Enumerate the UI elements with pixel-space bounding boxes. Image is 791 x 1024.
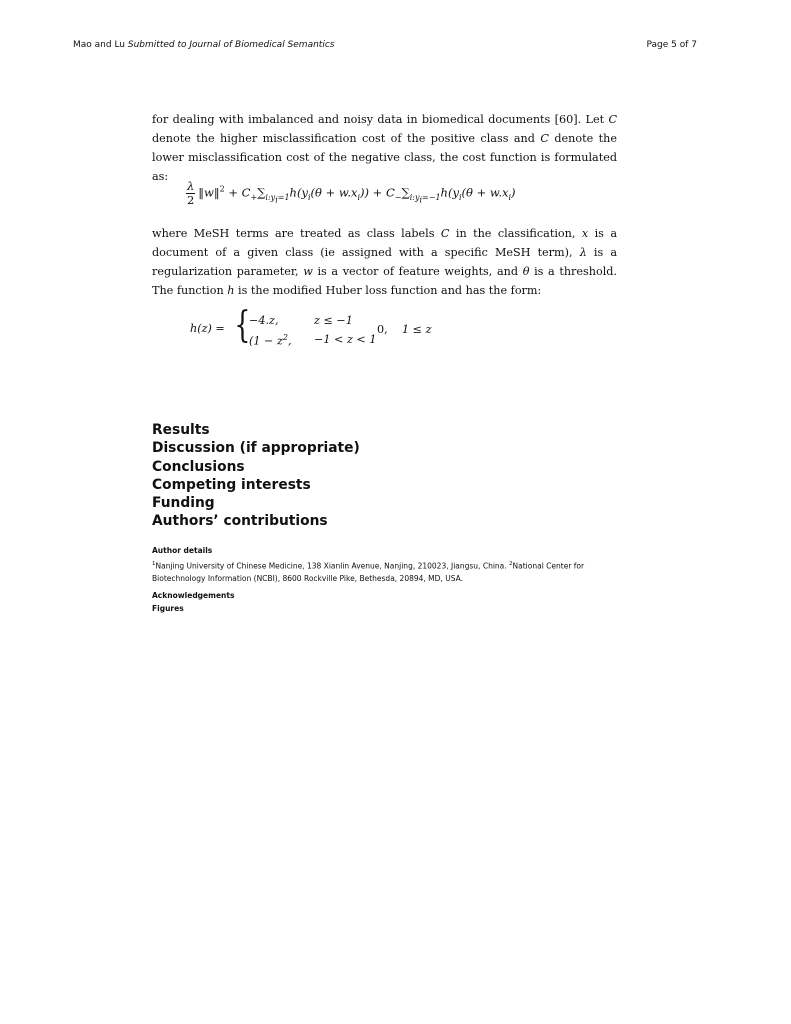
subscript: i	[307, 192, 311, 202]
text-fragment: is a regularization parameter,	[152, 246, 618, 278]
author-affiliations	[152, 558, 622, 585]
math-fragment: )	[511, 185, 516, 200]
subscript: i	[508, 192, 512, 202]
affiliation-marker: 2	[509, 561, 513, 567]
sub-fragment: i:y	[265, 192, 276, 202]
sum-symbol: ∑	[257, 185, 266, 200]
case3-condition: 1 ≤ z	[402, 323, 432, 336]
heading-funding: Funding	[152, 495, 215, 512]
header-journal: Submitted to Journal of Biomedical Semantics	[127, 40, 335, 50]
norm-term: ‖w‖	[198, 185, 220, 200]
math-fragment: (1 − z	[249, 334, 283, 348]
case1-expression: −4.z,	[249, 314, 279, 327]
text-fragment: denote the lower misclassification cost of the negative class, the cost function is formulated as:	[152, 132, 617, 183]
case3-expression: 0,	[377, 323, 388, 336]
text-fragment: is a vector of feature weights, and	[312, 265, 523, 278]
subscript: i	[458, 192, 462, 202]
math-fragment: ,	[287, 334, 292, 348]
affiliation-1: Nanjing University of Chinese Medicine, 138 Xianlin Avenue, Nanjing, 210023, Jiangsu, China.	[155, 561, 510, 571]
subscript: +	[250, 192, 258, 202]
header-authors: Mao and Lu	[73, 40, 126, 50]
heading-discussion: Discussion (if appropriate)	[152, 440, 360, 457]
acknowledgements-title: Acknowledgements	[152, 591, 235, 600]
frac-denominator: 2	[186, 193, 195, 207]
sum-symbol: ∑	[401, 185, 410, 200]
text-fragment: denote the higher misclassification cost of the positive class and	[152, 132, 541, 145]
heading-conclusions: Conclusions	[152, 458, 245, 475]
text-fragment: is a document of a given class (ie assigned with a specific MeSH term),	[152, 227, 617, 259]
subscript: i	[357, 192, 361, 202]
math-fragment: h(y	[289, 185, 308, 200]
math-var: x	[581, 227, 589, 240]
math-var: λ	[579, 246, 587, 259]
frac-numerator: λ	[187, 179, 195, 193]
sub-fragment: i	[275, 195, 278, 205]
math-fragment: + C	[224, 185, 251, 200]
page-number: Page 5 of 7	[646, 40, 697, 50]
exponent: 2	[282, 333, 288, 342]
affiliation-marker: 1	[152, 561, 156, 567]
math-var: θ	[522, 265, 530, 278]
lambda-over-two	[186, 180, 195, 207]
math-var: C	[608, 113, 617, 126]
sub-fragment: i:y	[409, 192, 420, 202]
math-var: h	[227, 284, 235, 297]
sub-fragment: =−1	[422, 192, 441, 202]
heading-competing-interests: Competing interests	[152, 476, 311, 493]
text-fragment: in the classification,	[449, 227, 582, 240]
math-fragment: h(y	[440, 185, 459, 200]
section-headings	[152, 421, 360, 531]
exponent: 2	[219, 184, 225, 194]
equation-lhs: h(z) =	[190, 322, 225, 335]
sub-fragment: i	[419, 195, 423, 205]
heading-results: Results	[152, 422, 210, 438]
math-var: C	[440, 227, 450, 240]
paragraph-definitions	[152, 224, 617, 300]
text-fragment: is the modified Huber loss function and has the form:	[234, 284, 542, 297]
cost-function-equation	[186, 180, 516, 207]
paragraph-cost-intro	[152, 110, 617, 186]
math-fragment: (θ + w.x	[461, 185, 509, 200]
sub-fragment: =1	[277, 192, 290, 202]
running-header	[73, 40, 334, 50]
math-fragment: )) + C	[360, 185, 395, 200]
figures-title: Figures	[152, 604, 184, 613]
case1-condition: z ≤ −1	[314, 314, 353, 327]
sum-subscript	[265, 192, 290, 205]
text-fragment: for dealing with imbalanced and noisy data in biomedical documents [60]. Let	[152, 113, 609, 126]
subscript: −	[394, 192, 402, 202]
sum-subscript	[409, 192, 441, 205]
math-var: C	[540, 132, 549, 145]
math-fragment: (θ + w.x	[310, 185, 358, 200]
text-fragment: where MeSH terms are treated as class labels	[152, 227, 441, 240]
case2-condition: −1 < z < 1	[314, 333, 377, 346]
text-fragment: is a threshold. The function	[152, 265, 617, 297]
case2-expression	[249, 333, 292, 348]
heading-authors-contributions: Authors’ contributions	[152, 513, 328, 530]
author-details-title: Author details	[152, 546, 213, 555]
math-var: w	[303, 265, 313, 278]
affiliation-2: National Center for Biotechnology Information (NCBI), 8600 Rockville Pike, Bethesda, 20894, MD, USA.	[152, 561, 585, 583]
left-brace: {	[234, 305, 251, 346]
